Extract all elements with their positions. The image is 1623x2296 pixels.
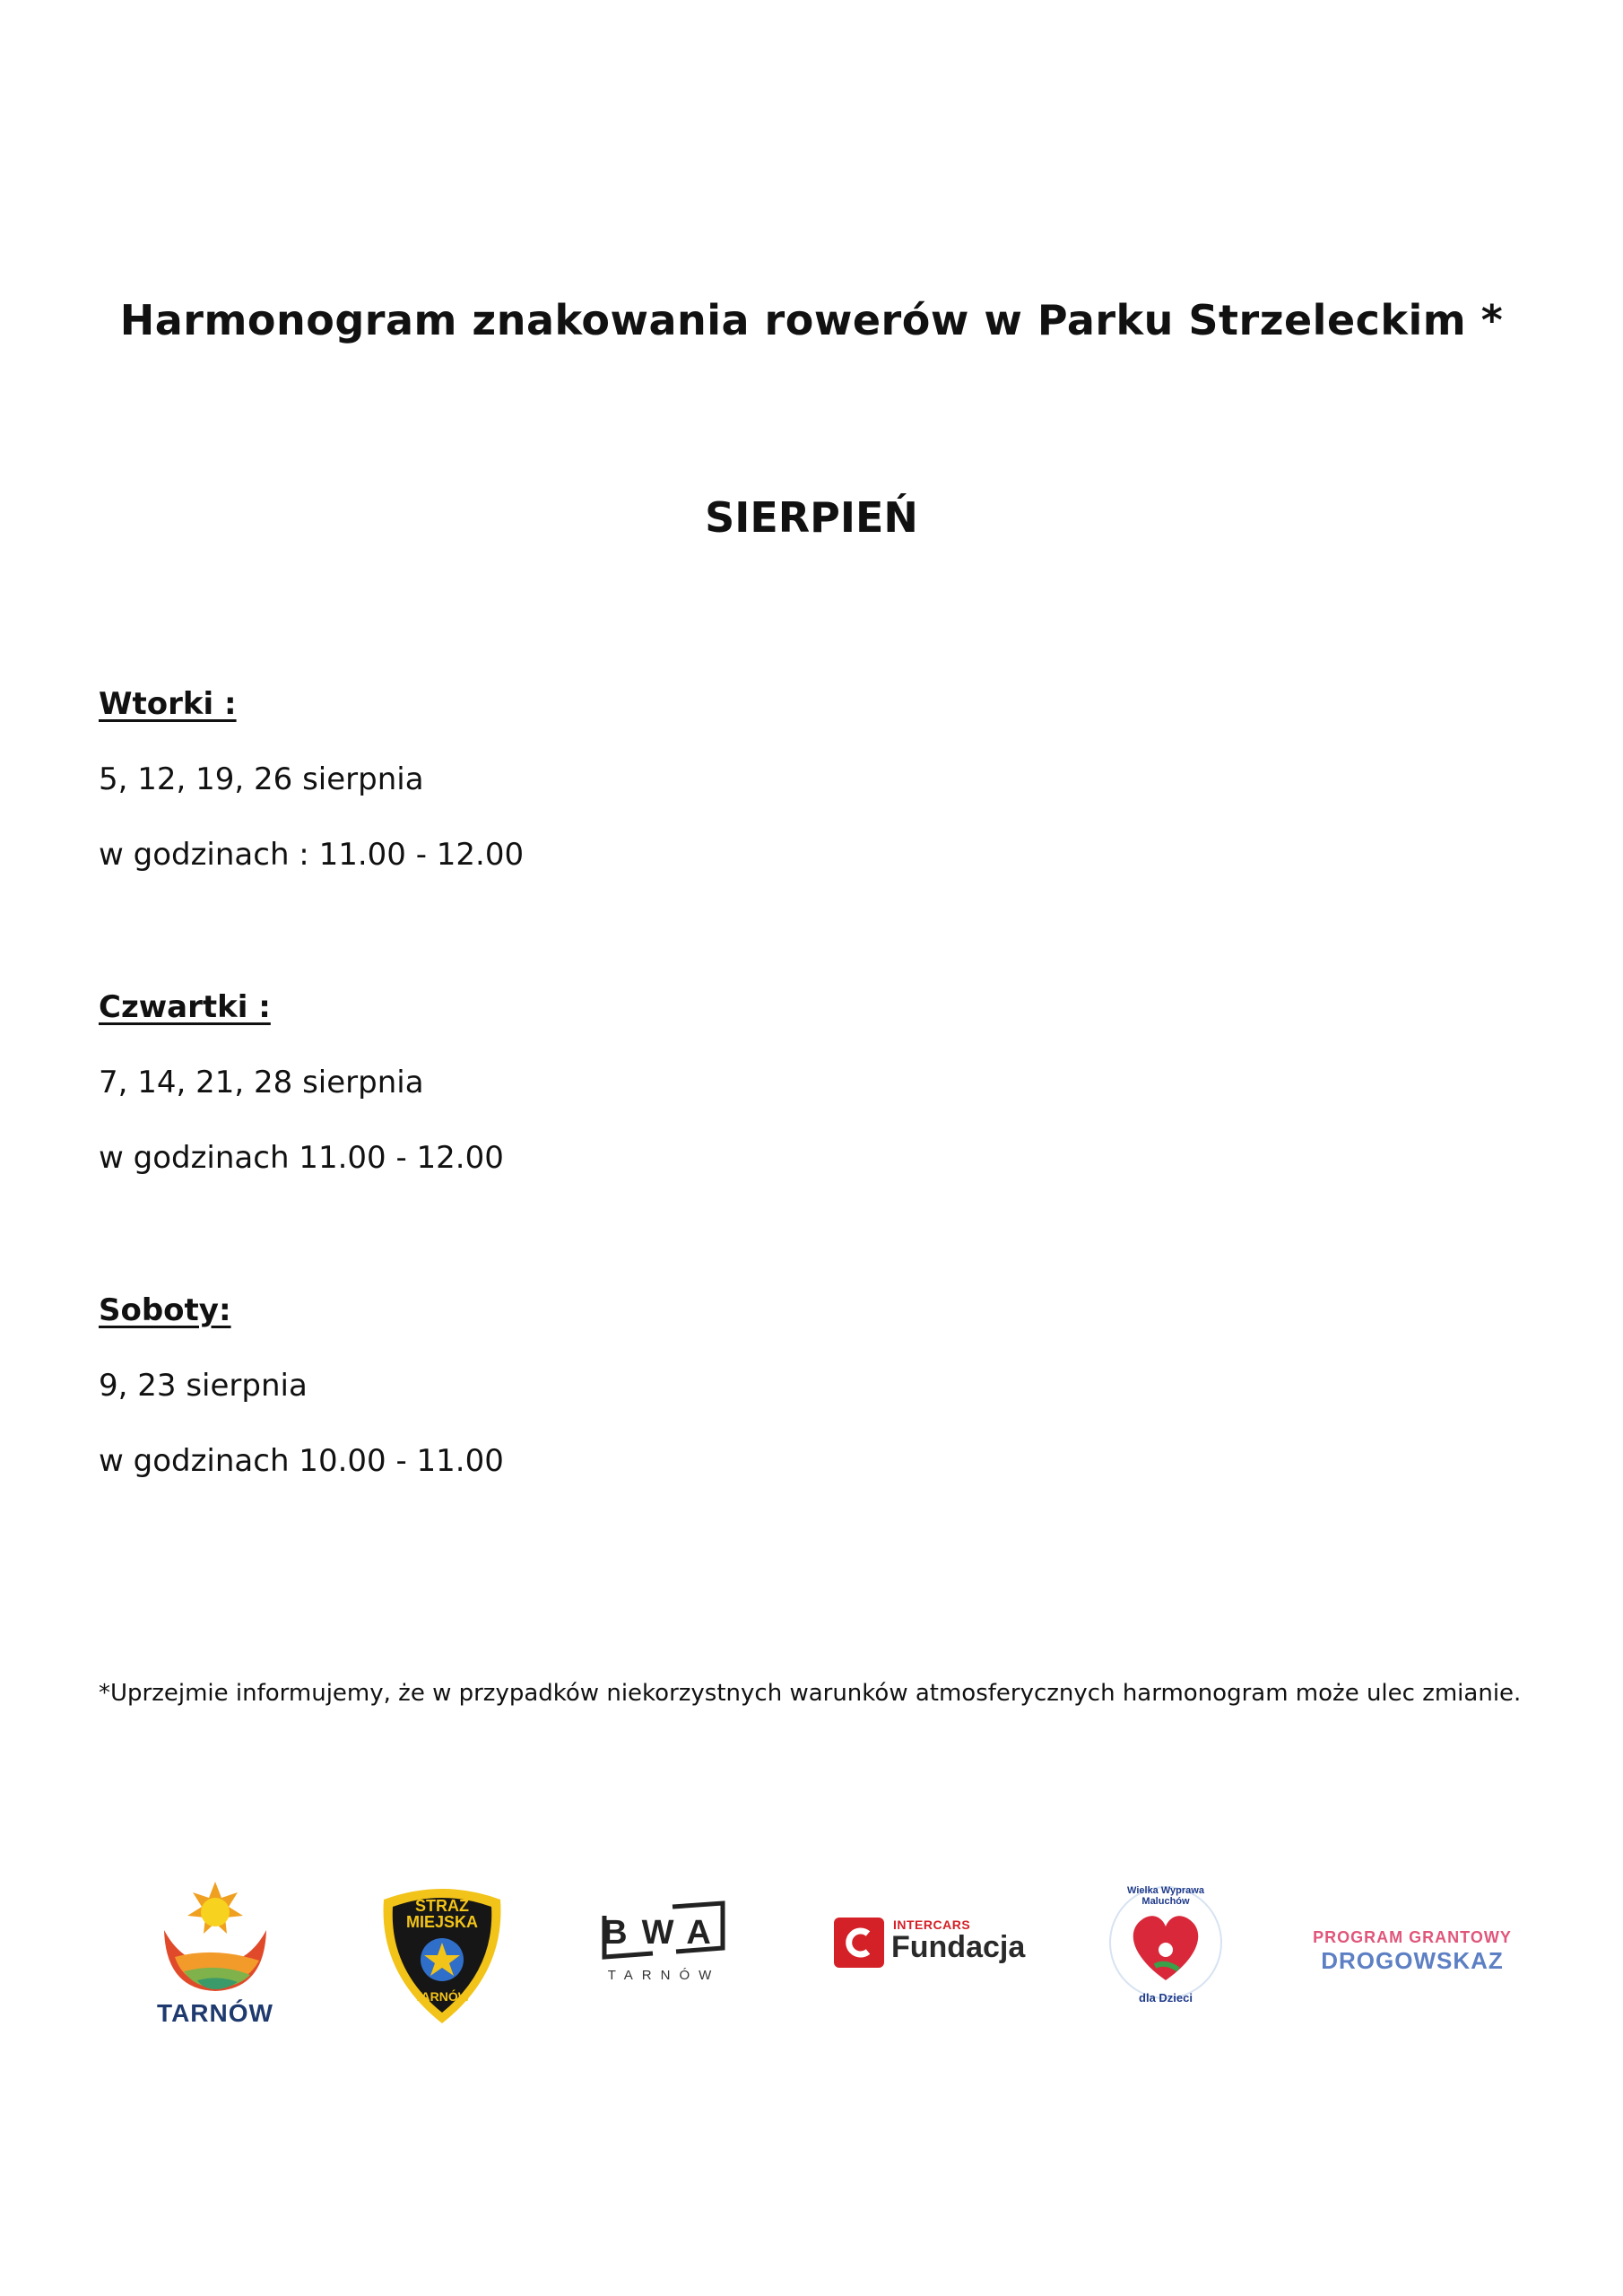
section-hours: w godzinach 11.00 - 12.00 [99, 1140, 504, 1176]
intercars-main-text: Fundacja [891, 1930, 1026, 1964]
bwa-text: BWA [603, 1914, 725, 1952]
document-title: Harmonogram znakowania rowerów w Parku Strzeleckim * [119, 296, 1504, 344]
straz-mid-text: MIEJSKA [405, 1913, 478, 1931]
section-heading: Wtorki : [99, 686, 237, 722]
wyprawa-sub-text: dla Dzieci [1139, 1991, 1193, 2005]
section-dates: 9, 23 sierpnia [99, 1368, 308, 1404]
tarnow-emblem-icon [148, 1874, 282, 1996]
section-heading: Czwartki : [99, 989, 271, 1025]
section-hours: w godzinach 10.00 - 11.00 [99, 1443, 504, 1479]
bwa-sub-text: TARNÓW [607, 1968, 721, 1983]
intercars-icon [834, 1918, 884, 1968]
straz-bottom-text: TARNÓW [414, 1989, 470, 2004]
tarnow-logo [148, 1874, 282, 2027]
weather-note: *Uprzejmie informujemy, że w przypadków niekorzystnych warunków atmosferycznych harmonogram może ulec zmianie. [99, 1680, 1522, 1707]
wyprawa-text: Wielka Wyprawa Maluchów [1127, 1885, 1204, 1907]
section-hours: w godzinach : 11.00 - 12.00 [99, 837, 525, 873]
section-heading: Soboty: [99, 1292, 231, 1328]
drogowskaz-logo [1300, 1928, 1524, 1982]
intercars-top-text: INTERCARS [893, 1918, 971, 1932]
straz-miejska-logo [375, 1883, 509, 2027]
tarnow-logo-text: TARNÓW [157, 1999, 273, 2027]
wielka-wyprawa-logo [1103, 1880, 1228, 2014]
month-heading: SIERPIEŃ [705, 493, 918, 542]
section-thursdays [99, 989, 504, 1176]
section-dates: 5, 12, 19, 26 sierpnia [99, 761, 424, 797]
section-dates: 7, 14, 21, 28 sierpnia [99, 1065, 424, 1100]
drogowskaz-top-text: PROGRAM GRANTOWY [1313, 1928, 1512, 1946]
bwa-logo [599, 1898, 729, 1996]
drogowskaz-main-text: DROGOWSKAZ [1321, 1947, 1504, 1974]
straz-top-text: STRAŻ [415, 1897, 469, 1915]
section-tuesdays [99, 686, 524, 873]
section-saturdays [99, 1292, 504, 1479]
intercars-fundacja-logo [834, 1916, 1040, 1970]
